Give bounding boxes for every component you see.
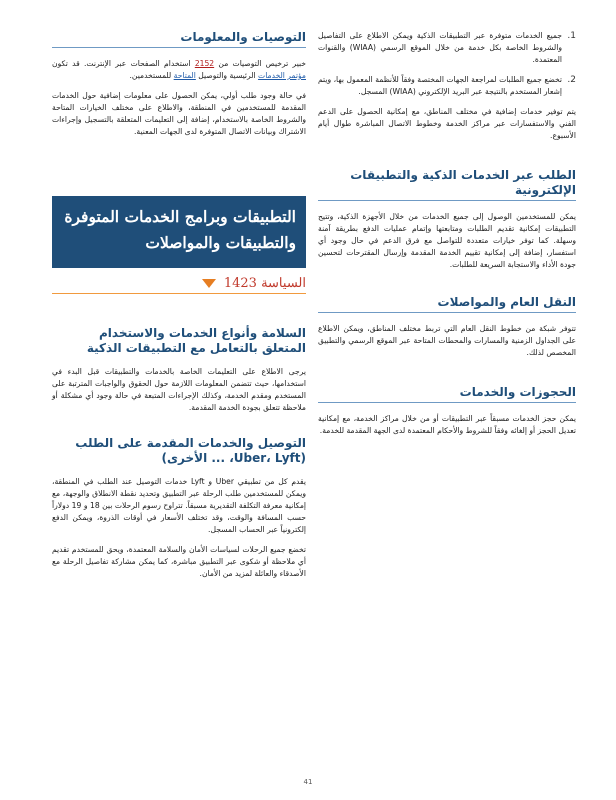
figure-link[interactable]: 2152 [194, 59, 215, 68]
list-item: 2. تخضع جميع الطلبات لمراجعة الجهات المختصة وفقاً للأنظمة المعمول بها، ويتم إشعار المستخدم بالنتيجة عبر البريد الإلكتروني (WIAA) المسجل. [318, 75, 576, 96]
public-transport-paragraph: تتوفر شبكة من خطوط النقل العام التي تربط مختلف المناطق، ويمكن الاطلاع على الجداول الزمنية والمسارات والمحطات المتاحة عبر الموقع الرسمي والتطبيق المخصص لذلك. [318, 324, 576, 357]
heading-safety: السلامة وأنواع الخدمات والاستخدام المتعلق بالتعامل مع التطبيقات الذكية [86, 326, 306, 355]
down-arrow-icon [202, 279, 216, 288]
rideshare-paragraph: يقدم كل من تطبيقي Uber و Lyft خدمات التوصيل عند الطلب في المنطقة، ويمكن للمستخدمين طلب الرحلة عبر التطبيق وتحديد نقطة الانطلاق والوجهة، مع إمكانية معرفة التكلفة التقديرية مسبقاً. تتراوح رسوم الرحلات بين 18 و 19 دولاراً حسب المسافة والوقت، وقد تختلف الأسعار في أوقات الذروة، ويمكن الدفع إلكترونياً عبر الحساب المسجل. [52, 477, 307, 534]
right-column [318, 30, 576, 437]
available-link[interactable]: المتاحة [173, 71, 196, 80]
smart-services-paragraph: يمكن للمستخدمين الوصول إلى جميع الخدمات من خلال الأجهزة الذكية، وتتيح التطبيقات إمكانية تقديم الطلبات ومتابعتها وإتمام عمليات الدفع بطريقة آمنة وسهلة. كما توفر خيارات متعددة للتواصل مع فرق الدعم في حال وجود أي استفسار، إضافة إلى إمكانية تقييم الخدمة المقدمة وإرسال المقترحات لتحسين جودة الأداء والاستجابة السريعة للطلبات. [318, 212, 576, 269]
safety-paragraph: يرجى الاطلاع على التعليمات الخاصة بالخدمات والتطبيقات قبل البدء في استخدامها، حيث تتضمن المعلومات اللازمة حول الحقوق والواجبات المترتبة على المستخدم ومقدم الخدمة، وكذلك الإجراءات المتبعة في حالة وجود أي مشكلة أو ملاحظة تتعلق بجودة الخدمة المقدمة. [52, 367, 306, 412]
issue-row [52, 274, 306, 294]
banner-title: التطبيقات وبرامج الخدمات المتوفرة والتطبيقات والمواصلات [64, 207, 296, 252]
numbered-list [318, 30, 576, 98]
heading-smart-services: الطلب عبر الخدمات الذكية والتطبيقات الإلكترونية [318, 168, 576, 201]
left-column [52, 30, 306, 138]
bookings-paragraph: يمكن حجز الخدمات مسبقاً عبر التطبيقات أو من خلال مراكز الخدمة، مع إمكانية تعديل الحجز أو إلغائه وفقاً للشروط والأحكام المعتمدة لدى الجهة المقدمة للخدمة. [318, 414, 576, 435]
conference-link[interactable]: مؤتمر الخدمات [258, 71, 306, 80]
heading-recommendations: التوصيات والمعلومات [52, 30, 306, 48]
recommendations-paragraph: خبير ترخيص التوصيات من 2152 استخدام الصفحات عبر الإنترنت. قد تكون مؤتمر الخدمات الرئيسية والتوصيل المتاحة للمستخدمين. [52, 59, 306, 80]
heading-rideshare: التوصيل والخدمات المقدمة على الطلب (Uber، Lyft، ... الأخرى) [75, 436, 306, 465]
left-column-lower [52, 326, 306, 580]
heading-bookings: الحجوزات والخدمات [318, 385, 576, 403]
issue-label: السياسة 1423 [223, 276, 306, 291]
heading-public-transport: النقل العام والمواصلات [318, 295, 576, 313]
safety-policy-paragraph: تخضع جميع الرحلات لسياسات الأمان والسلامة المعتمدة، ويحق للمستخدم تقديم أي ملاحظة أو شكوى عبر التطبيق مباشرة، كما يمكن مشاركة تفاصيل الرحلة مع الأصدقاء والعائلة لمزيد من الأمان. [52, 545, 306, 578]
info-paragraph: في حالة وجود طلب أولي، يمكن الحصول على معلومات إضافية حول الخدمات المقدمة للمستخدمين في المنطقة، والاطلاع على مختلف الخيارات المتاحة والشروط الخاصة بالاستخدام، إضافة إلى التعليمات المتعلقة بالتسجيل وإجراءات الاشتراك وبيانات الاتصال المتوفرة لدى الجهات المعنية. [52, 91, 306, 136]
list-item: 1. جميع الخدمات متوفرة عبر التطبيقات الذكية ويمكن الاطلاع على التفاصيل والشروط الخاصة بكل خدمة من خلال الموقع الرسمي (WIAA) والقنوات المعتمدة. [318, 31, 576, 64]
page-number: 41 [303, 778, 313, 786]
section-banner [52, 196, 306, 268]
additional-services-paragraph: يتم توفير خدمات إضافية في مختلف المناطق، مع إمكانية الحصول على الدعم الفني والاستفسارات عبر مراكز الخدمة وخطوط الاتصال المباشرة طوال أيام الأسبوع. [318, 107, 576, 140]
